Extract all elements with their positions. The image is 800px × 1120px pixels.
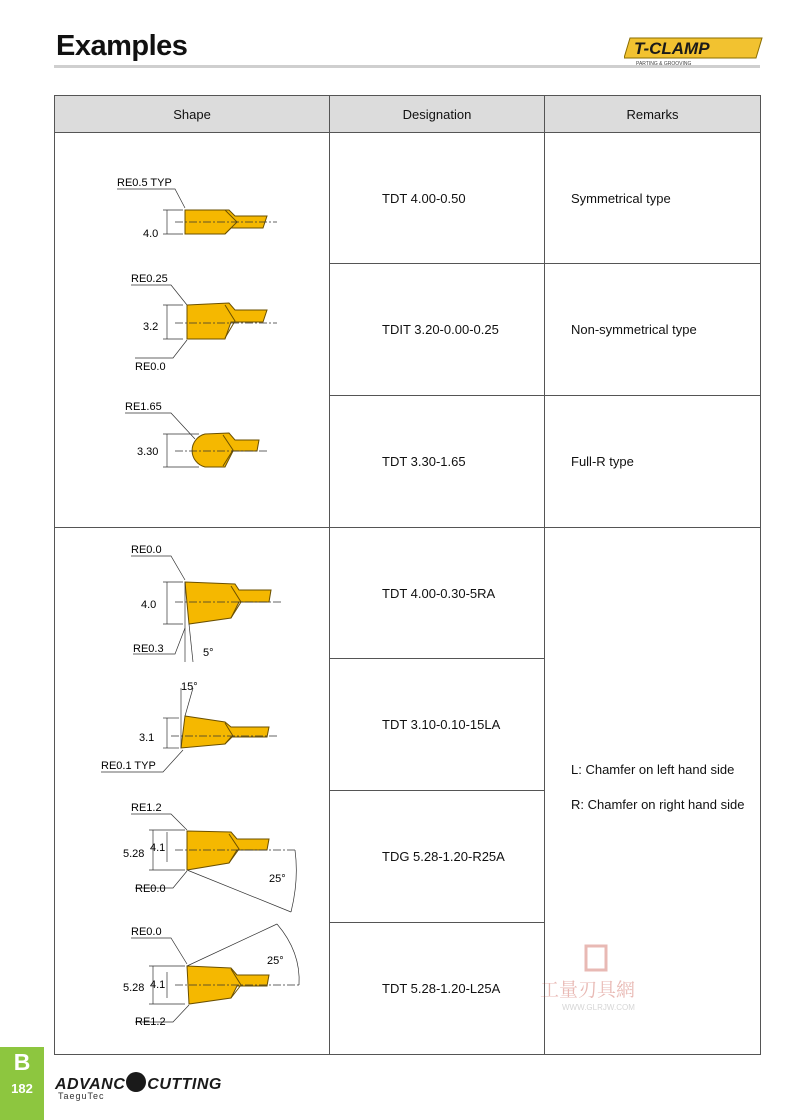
- designation-cell: TDG 5.28-1.20-R25A: [330, 791, 545, 923]
- svg-text:RE0.0: RE0.0: [135, 883, 166, 895]
- designation-cell: TDT 3.10-0.10-15LA: [330, 659, 545, 791]
- svg-text:25°: 25°: [267, 955, 284, 967]
- svg-text:3.2: 3.2: [143, 321, 159, 333]
- svg-text:4.1: 4.1: [150, 842, 166, 854]
- page-title: Examples: [56, 30, 188, 62]
- t-clamp-logo: [624, 34, 764, 66]
- svg-text:RE0.5 TYP: RE0.5 TYP: [117, 177, 172, 189]
- remark-left-chamfer: L: Chamfer on left hand side: [571, 762, 735, 777]
- svg-text:5.28: 5.28: [123, 848, 145, 860]
- svg-text:RE0.0: RE0.0: [131, 926, 162, 938]
- svg-text:RE1.2: RE1.2: [135, 1016, 166, 1028]
- svg-text:RE1.65: RE1.65: [125, 401, 162, 413]
- svg-text:RE0.0: RE0.0: [131, 544, 162, 556]
- page-number: 182: [11, 1081, 33, 1096]
- column-header-remarks: Remarks: [545, 96, 761, 133]
- designation-cell: TDT 4.00-0.30-5RA: [330, 528, 545, 659]
- insert-drawing-15la: [101, 681, 277, 772]
- remarks-cell: Full-R type: [545, 396, 761, 528]
- svg-text:4.0: 4.0: [141, 599, 157, 611]
- column-header-shape: Shape: [55, 96, 330, 133]
- svg-text:PARTING & GROOVING: PARTING & GROOVING: [636, 61, 692, 66]
- e-circle-icon: [126, 1072, 146, 1092]
- insert-drawings-group-1: [55, 133, 330, 522]
- svg-text:25°: 25°: [269, 873, 286, 885]
- svg-text:WWW.GLRJW.COM: WWW.GLRJW.COM: [562, 1003, 635, 1012]
- svg-text:RE0.0: RE0.0: [135, 361, 166, 373]
- shape-cell-group-1: [55, 133, 330, 528]
- svg-text:15°: 15°: [181, 681, 198, 693]
- svg-text:RE0.25: RE0.25: [131, 273, 168, 285]
- insert-drawing-r25a: [123, 802, 296, 912]
- designation-cell: TDIT 3.20-0.00-0.25: [330, 264, 545, 396]
- table-row: [55, 133, 761, 264]
- svg-text:3.1: 3.1: [139, 732, 155, 744]
- remarks-cell: Non-symmetrical type: [545, 264, 761, 396]
- designation-cell: TDT 4.00-0.50: [330, 133, 545, 264]
- svg-text:3.30: 3.30: [137, 446, 159, 458]
- designation-cell: TDT 5.28-1.20-L25A: [330, 923, 545, 1055]
- column-header-designation: Designation: [330, 96, 545, 133]
- footer-logo-left: ADVANC: [55, 1076, 126, 1093]
- svg-text:5°: 5°: [203, 647, 214, 659]
- svg-text:T-CLAMP: T-CLAMP: [634, 39, 710, 58]
- remark-right-chamfer: R: Chamfer on right hand side: [571, 797, 745, 812]
- company-name: TaeguTec: [58, 1091, 105, 1101]
- svg-text:RE1.2: RE1.2: [131, 802, 162, 814]
- insert-drawing-non-symmetrical: [131, 273, 277, 373]
- table-row: [55, 528, 761, 659]
- svg-text:RE0.3: RE0.3: [133, 643, 164, 655]
- insert-drawing-5ra: [131, 544, 281, 662]
- svg-text:4.1: 4.1: [150, 979, 166, 991]
- table-header-row: [55, 96, 761, 133]
- shape-cell-group-2: [55, 528, 330, 1055]
- insert-drawing-l25a: [123, 924, 299, 1028]
- insert-drawings-group-2: [55, 528, 330, 1047]
- remarks-cell: Symmetrical type: [545, 133, 761, 264]
- svg-text:RE0.1 TYP: RE0.1 TYP: [101, 760, 156, 772]
- svg-text:5.28: 5.28: [123, 982, 145, 994]
- designation-cell: TDT 3.30-1.65: [330, 396, 545, 528]
- svg-text:4.0: 4.0: [143, 228, 159, 240]
- footer-logo-right: CUTTING: [147, 1076, 222, 1093]
- examples-table: [54, 95, 761, 1055]
- svg-text:工量刃具網: 工量刃具網: [540, 979, 636, 1001]
- insert-drawing-full-r: [125, 401, 269, 467]
- insert-drawing-symmetrical: [117, 177, 277, 240]
- section-letter: B: [13, 1049, 31, 1075]
- watermark: [538, 944, 678, 1014]
